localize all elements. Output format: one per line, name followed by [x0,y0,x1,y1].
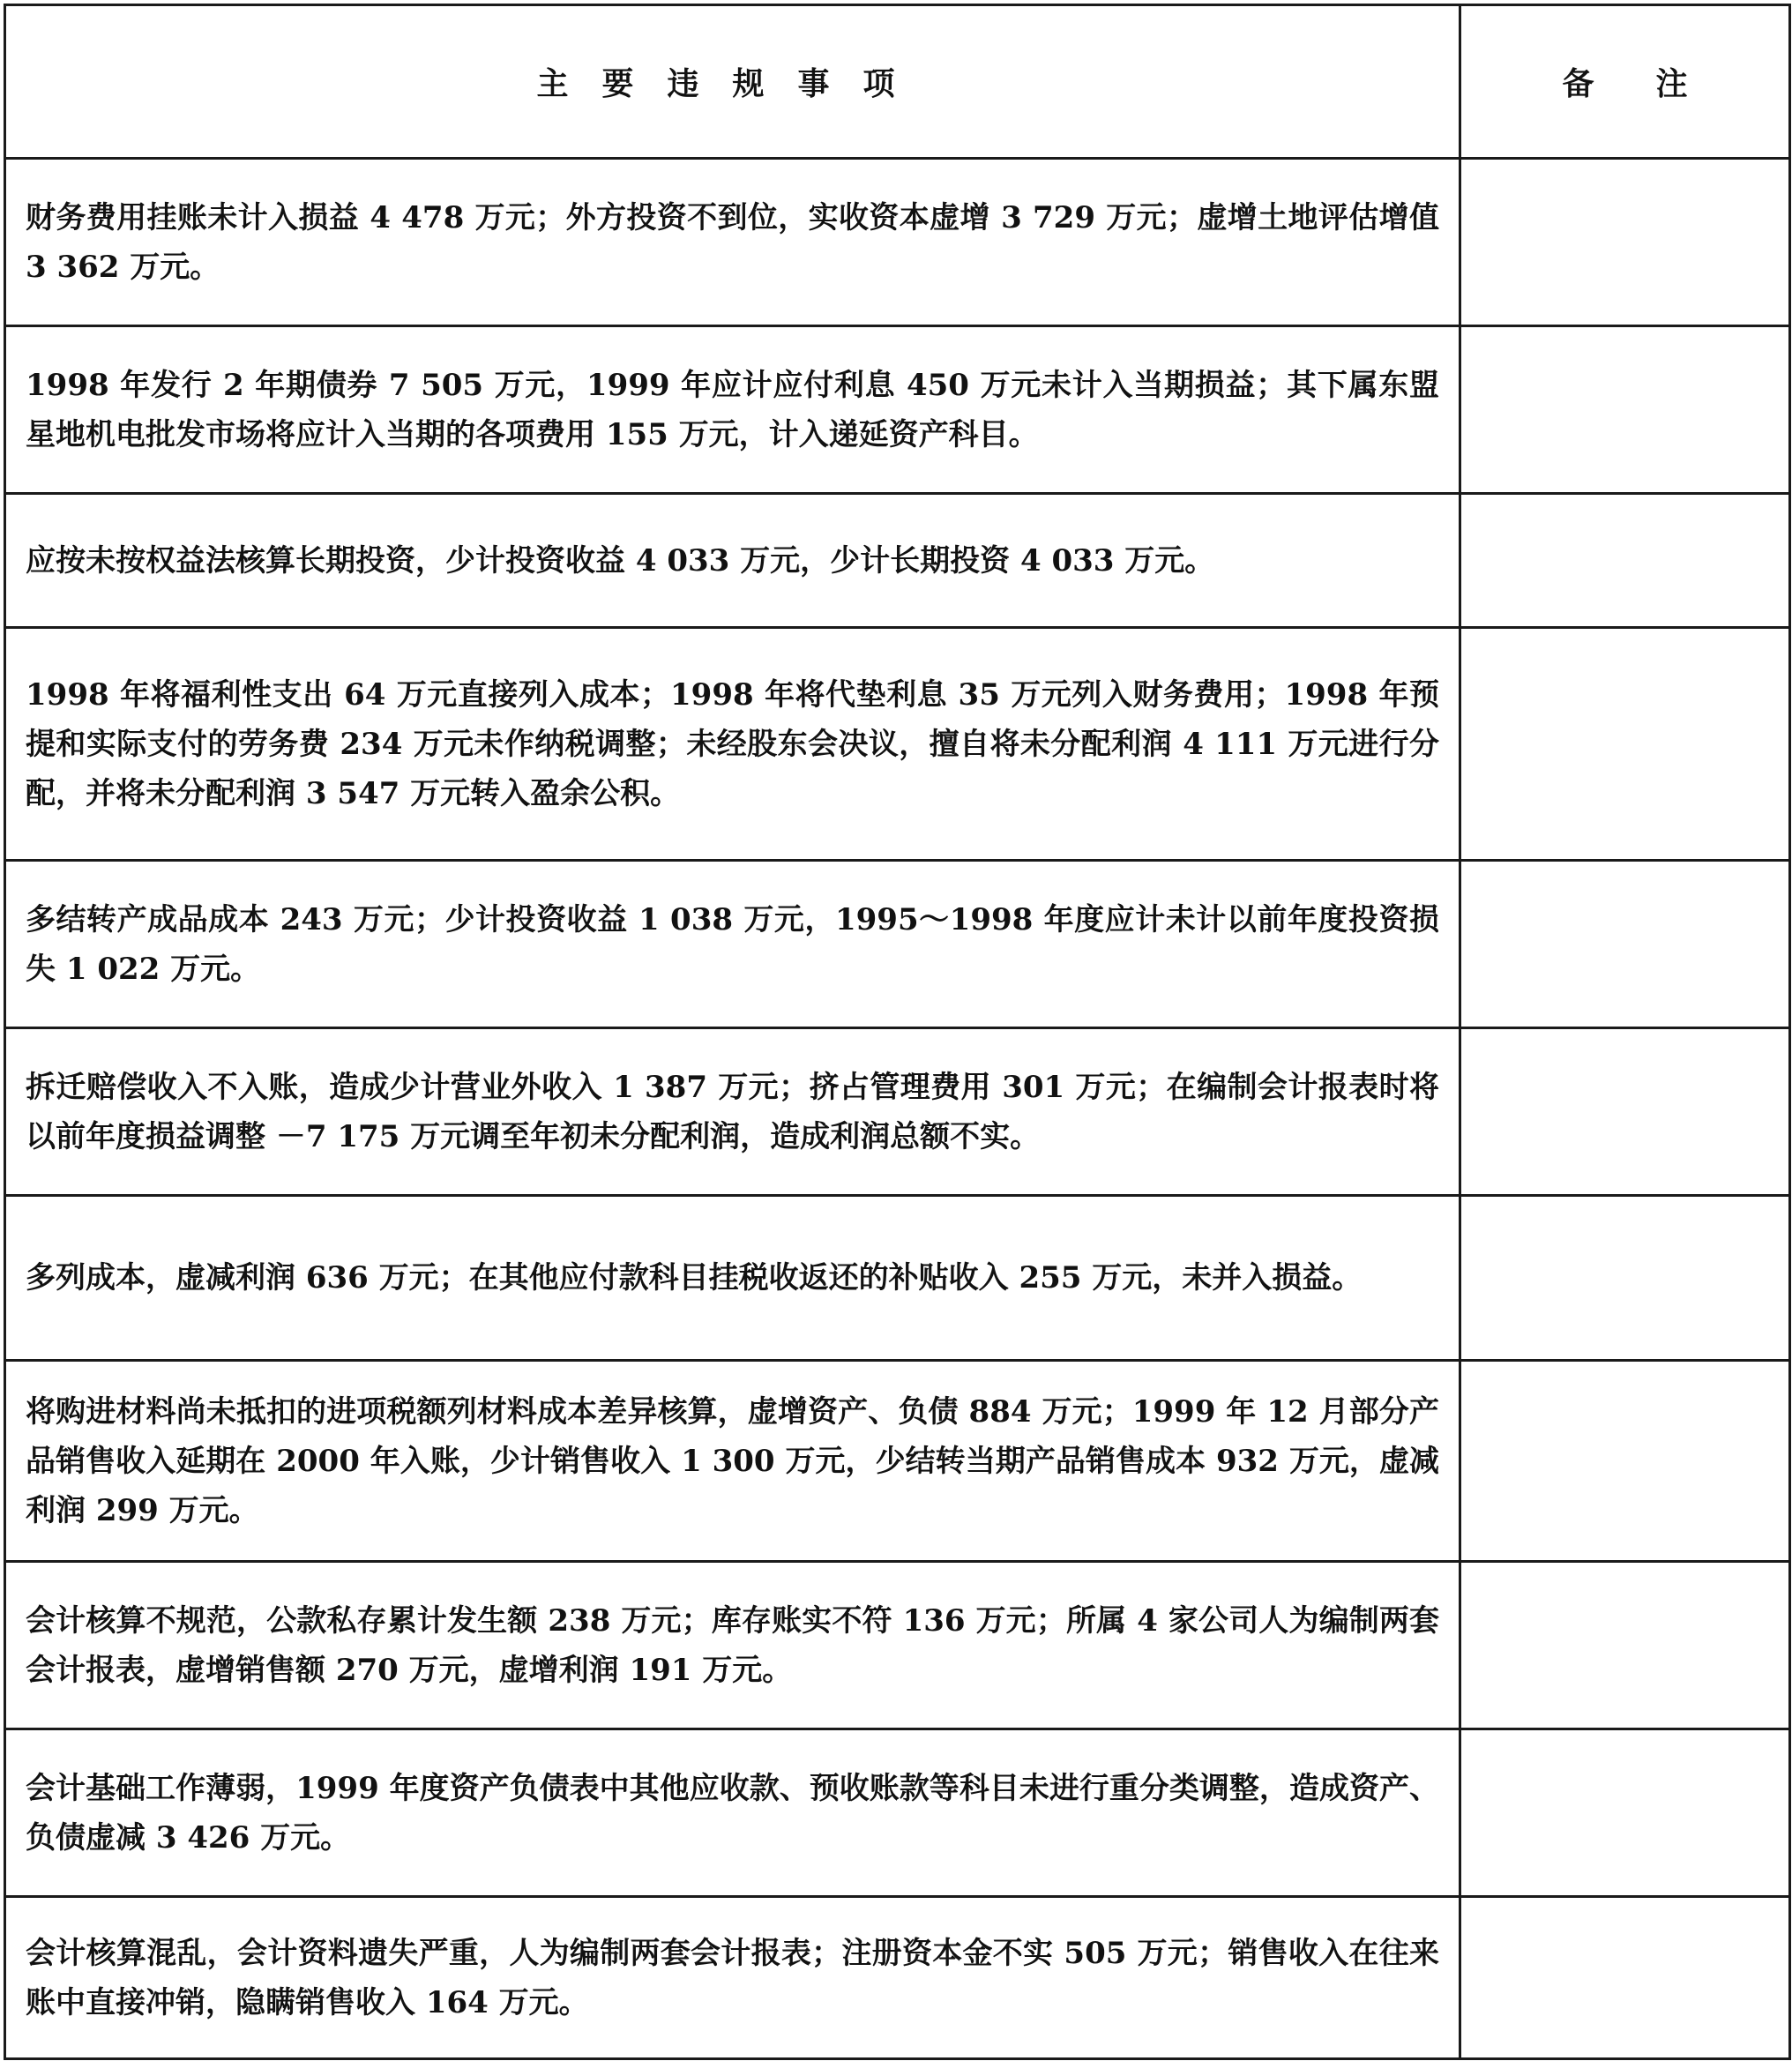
table-row [5,326,1790,494]
header-main-violations: 主要违规事项 [5,5,1460,159]
table-row [5,1361,1790,1562]
remark-cell [1460,159,1790,326]
violation-item: 多列成本，虚减利润 636 万元；在其他应付款科目挂税收返还的补贴收入 255 万元，未并入损益。 [5,1196,1460,1361]
remark-cell [1460,494,1790,628]
violation-item: 1998 年发行 2 年期债券 7 505 万元，1999 年应计应付利息 450 万元未计入当期损益；其下属东盟星地机电批发市场将应计入当期的各项费用 155 万元，计入递延资产科目。 [5,326,1460,494]
table-row [5,1028,1790,1196]
violation-item: 将购进材料尚未抵扣的进项税额列材料成本差异核算，虚增资产、负债 884 万元；1999 年 12 月部分产品销售收入延期在 2000 年入账，少计销售收入 1 300 万元，少结转当期产品销售成本 932 万元，虚减利润 299 万元。 [5,1361,1460,1562]
table-header-row [5,5,1790,159]
violation-item: 拆迁赔偿收入不入账，造成少计营业外收入 1 387 万元；挤占管理费用 301 万元；在编制会计报表时将以前年度损益调整 －7 175 万元调至年初未分配利润，造成利润总额不实。 [5,1028,1460,1196]
header-remarks: 备注 [1460,5,1790,159]
violations-table [4,4,1791,2060]
remark-cell [1460,1897,1790,2059]
table-row [5,628,1790,861]
remark-cell [1460,326,1790,494]
violation-item: 应按未按权益法核算长期投资，少计投资收益 4 033 万元，少计长期投资 4 033 万元。 [5,494,1460,628]
table-row [5,1562,1790,1729]
violation-item: 会计基础工作薄弱，1999 年度资产负债表中其他应收款、预收账款等科目未进行重分类调整，造成资产、负债虚减 3 426 万元。 [5,1729,1460,1897]
remark-cell [1460,1028,1790,1196]
remark-cell [1460,861,1790,1028]
table-row [5,159,1790,326]
table-row [5,494,1790,628]
violation-item: 多结转产成品成本 243 万元；少计投资收益 1 038 万元，1995～1998 年度应计未计以前年度投资损失 1 022 万元。 [5,861,1460,1028]
table-row [5,1196,1790,1361]
violation-item: 会计核算不规范，公款私存累计发生额 238 万元；库存账实不符 136 万元；所属 4 家公司人为编制两套会计报表，虚增销售额 270 万元，虚增利润 191 万元。 [5,1562,1460,1729]
table-row [5,1729,1790,1897]
remark-cell [1460,628,1790,861]
violation-item: 1998 年将福利性支出 64 万元直接列入成本；1998 年将代垫利息 35 万元列入财务费用；1998 年预提和实际支付的劳务费 234 万元未作纳税调整；未经股东会决议，擅自将未分配利润 4 111 万元进行分配，并将未分配利润 3 547 万元转入盈余公积。 [5,628,1460,861]
remark-cell [1460,1196,1790,1361]
table-row [5,861,1790,1028]
violation-item: 财务费用挂账未计入损益 4 478 万元；外方投资不到位，实收资本虚增 3 729 万元；虚增土地评估增值 3 362 万元。 [5,159,1460,326]
remark-cell [1460,1729,1790,1897]
violation-item: 会计核算混乱，会计资料遗失严重，人为编制两套会计报表；注册资本金不实 505 万元；销售收入在往来账中直接冲销，隐瞒销售收入 164 万元。 [5,1897,1460,2059]
remark-cell [1460,1562,1790,1729]
remark-cell [1460,1361,1790,1562]
table-row [5,1897,1790,2059]
